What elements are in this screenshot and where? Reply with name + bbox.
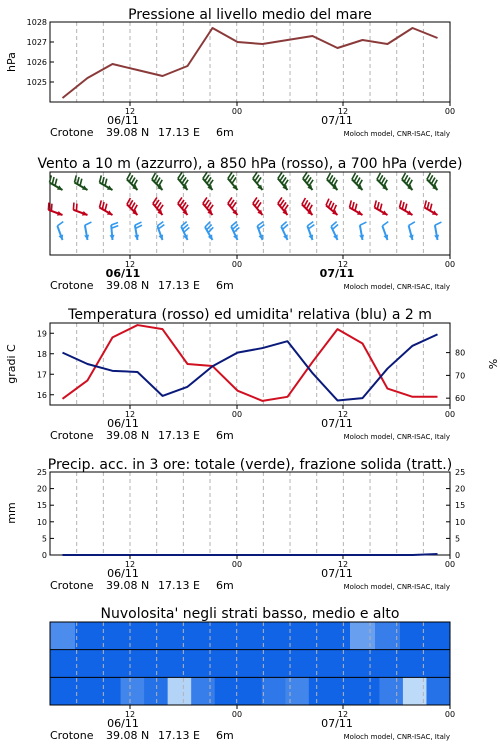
pressure-location-lat: 39.08 N: [106, 126, 150, 139]
cloud-cell-basso: [215, 677, 239, 705]
wind-barb-feather: [354, 175, 358, 181]
wind-barb-700hpa: [278, 172, 288, 190]
wind-barb-feather: [327, 173, 331, 179]
wind-xtick-label: 12: [337, 260, 349, 269]
precip-title: Precip. acc. in 3 ore: totale (verde), frazione solida (tratt.): [47, 457, 453, 473]
cloud-cell-medio: [350, 650, 376, 678]
precip-ytick-right-label: 25: [455, 468, 466, 477]
precip-ytick-label: 10: [36, 517, 47, 527]
temp-ytick-right-label: 80: [455, 348, 466, 358]
wind-barb-feather: [402, 173, 406, 179]
wind-barb-feather: [409, 222, 415, 226]
wind-barb-feather: [111, 226, 118, 229]
temp-ytick-label: 16: [36, 390, 47, 400]
cloud-cell-alto: [175, 622, 201, 650]
wind-barb-10m: [57, 222, 63, 240]
wind-barb-850hpa: [73, 203, 87, 216]
precip-frame: [50, 472, 450, 555]
temperature-line: [63, 325, 438, 401]
cloud-date-label: 06/11: [107, 717, 139, 730]
wind-barb-10m: [307, 222, 314, 240]
cloud-cell-basso: [191, 677, 215, 705]
wind-barb-10m: [409, 222, 415, 240]
wind-barb-10m: [181, 222, 189, 240]
cloud-credit: Moloch model, CNR-ISAC, Italy: [343, 733, 450, 741]
wind-barb-feather: [48, 203, 49, 210]
wind-barb-feather: [379, 175, 383, 181]
wind-barb-feather: [77, 177, 79, 184]
wind-barb-850hpa: [203, 197, 213, 215]
cloud-cell-basso: [238, 677, 262, 705]
wind-barb-feather: [380, 204, 382, 211]
wind-barb-700hpa: [50, 175, 63, 190]
precip-credit: Moloch model, CNR-ISAC, Italy: [343, 583, 450, 591]
precip-ytick-label: 20: [36, 484, 47, 494]
precip-ytick-right-label: 5: [455, 534, 461, 544]
wind-credit: Moloch model, CNR-ISAC, Italy: [343, 283, 450, 291]
temp-xtick-label: 12: [337, 410, 349, 419]
wind-xtick-label: 00: [444, 260, 456, 269]
cloud-title: Nuvolosita' negli strati basso, medio e alto: [100, 606, 400, 622]
cloud-cell-basso: [168, 677, 192, 705]
wind-barb-feather: [400, 200, 402, 207]
wind-barb-850hpa: [326, 199, 337, 215]
wind-barb-feather: [435, 222, 442, 225]
wind-barb-10m: [205, 222, 213, 240]
wind-barb-feather: [405, 204, 407, 211]
wind-location-name: Crotone: [50, 279, 94, 292]
wind-barb-10m: [434, 222, 441, 240]
wind-barb-700hpa: [303, 172, 313, 190]
wind-location-alt: 6m: [216, 279, 234, 292]
wind-barb-feather: [135, 225, 142, 228]
wind-barb-850hpa: [425, 200, 438, 215]
wind-barb-700hpa: [203, 172, 213, 190]
cloud-cell-medio: [75, 650, 101, 678]
pressure-location-lon: 17.13 E: [158, 126, 200, 139]
temp-location-lat: 39.08 N: [106, 429, 150, 442]
wind-barb-feather: [100, 175, 102, 182]
wind-barb-feather: [304, 200, 308, 206]
temp-location-name: Crotone: [50, 429, 94, 442]
cloud-cell-alto: [125, 622, 151, 650]
cloud-cell-medio: [150, 650, 176, 678]
wind-barb-feather: [306, 203, 310, 209]
wind-barb-700hpa: [327, 173, 338, 190]
temp-location-alt: 6m: [216, 429, 234, 442]
wind-date-label: 07/11: [319, 267, 355, 280]
wind-xtick-label: 12: [124, 260, 136, 269]
cloud-cell-basso: [144, 677, 168, 705]
temp-xtick-label: 00: [231, 410, 243, 419]
wind-title: Vento a 10 m (azzurro), a 850 hPa (rosso), a 700 hPa (verde): [37, 156, 463, 172]
pressure-frame: [50, 22, 450, 102]
wind-barb-850hpa: [302, 198, 313, 215]
wind-barb-feather: [105, 204, 107, 211]
pressure-date-label: 07/11: [321, 114, 353, 127]
wind-barb-feather: [76, 204, 77, 211]
wind-barb-700hpa: [253, 172, 263, 190]
wind-barb-feather: [375, 200, 377, 207]
wind-barb-10m: [84, 222, 91, 240]
precip-ytick-label: 25: [36, 468, 47, 477]
temp-location-lon: 17.13 E: [158, 429, 200, 442]
precip-date-label: 07/11: [321, 567, 353, 580]
pressure-line: [63, 28, 438, 98]
wind-barb-10m: [231, 222, 239, 240]
cloud-cell-medio: [200, 650, 226, 678]
cloud-cell-medio: [275, 650, 301, 678]
wind-barb-feather: [80, 179, 82, 186]
precip-ylabel: mm: [5, 502, 18, 524]
temp-ytick-label: 18: [36, 349, 47, 359]
cloud-cell-basso: [285, 677, 309, 705]
wind-barb-700hpa: [178, 172, 188, 190]
cloud-cell-medio: [50, 650, 76, 678]
wind-barb-850hpa: [48, 203, 62, 216]
wind-location-lon: 17.13 E: [158, 279, 200, 292]
temp-ytick-right-label: 60: [455, 394, 466, 404]
precip-ytick-right-label: 15: [455, 501, 466, 511]
wind-barb-feather: [352, 173, 356, 179]
cloud-location-alt: 6m: [216, 729, 234, 742]
temp-credit: Moloch model, CNR-ISAC, Italy: [343, 433, 450, 441]
cloud-cell-alto: [400, 622, 426, 650]
cloud-cell-basso: [309, 677, 333, 705]
cloud-cell-alto: [350, 622, 376, 650]
wind-barb-feather: [331, 203, 334, 210]
wind-barb-700hpa: [152, 173, 163, 190]
pressure-ytick-label: 1028: [26, 18, 47, 27]
cloud-cell-medio: [400, 650, 426, 678]
precip-xtick-label: 00: [444, 560, 456, 569]
wind-barb-700hpa: [377, 173, 388, 190]
wind-barb-feather: [429, 175, 433, 181]
pressure-xtick-label: 00: [231, 107, 243, 116]
cloud-cell-basso: [356, 677, 380, 705]
cloud-cell-medio: [225, 650, 251, 678]
wind-barb-700hpa: [427, 173, 438, 190]
precip-ytick-right-label: 20: [455, 484, 466, 494]
wind-barb-feather: [111, 222, 118, 225]
cloud-cell-alto: [150, 622, 176, 650]
wind-barb-850hpa: [400, 200, 413, 215]
cloud-location-lon: 17.13 E: [158, 729, 200, 742]
temp-frame: [50, 323, 450, 405]
pressure-location-name: Crotone: [50, 126, 94, 139]
wind-barb-10m: [134, 222, 142, 240]
pressure-date-label: 06/11: [107, 114, 139, 127]
cloud-cell-medio: [325, 650, 351, 678]
cloud-date-label: 07/11: [321, 717, 353, 730]
wind-barb-10m: [359, 222, 366, 240]
wind-barb-feather: [102, 177, 104, 184]
temp-xtick-label: 00: [444, 410, 456, 419]
wind-barb-feather: [425, 200, 427, 207]
precip-location-lon: 17.13 E: [158, 579, 200, 592]
cloud-location-name: Crotone: [50, 729, 94, 742]
wind-barb-850hpa: [100, 200, 113, 215]
temp-ytick-label: 17: [36, 370, 47, 380]
wind-barb-850hpa: [127, 198, 138, 215]
wind-barb-feather: [430, 204, 432, 211]
wind-barb-850hpa: [350, 200, 363, 215]
wind-barb-feather: [427, 202, 429, 209]
wind-barb-feather: [127, 173, 131, 179]
cloud-xtick-label: 00: [444, 710, 456, 719]
wind-barb-850hpa: [228, 197, 238, 215]
cloud-cell-medio: [425, 650, 451, 678]
pressure-ytick-label: 1026: [26, 58, 47, 67]
wind-barb-feather: [360, 222, 367, 225]
wind-barb-feather: [51, 204, 52, 211]
cloud-cell-basso: [97, 677, 121, 705]
precip-xtick-label: 00: [231, 560, 243, 569]
precip-ytick-right-label: 10: [455, 517, 466, 527]
wind-date-label: 06/11: [105, 267, 141, 280]
wind-barb-850hpa: [278, 197, 288, 215]
cloud-cell-alto: [225, 622, 251, 650]
pressure-credit: Moloch model, CNR-ISAC, Italy: [343, 130, 450, 138]
cloud-cell-basso: [379, 677, 403, 705]
wind-barb-feather: [105, 179, 107, 186]
wind-barb-700hpa: [352, 173, 363, 190]
pressure-xtick-label: 12: [124, 107, 136, 116]
wind-barb-feather: [85, 222, 92, 225]
wind-barb-feather: [326, 199, 329, 206]
cloud-xtick-label: 12: [337, 710, 349, 719]
precip-ytick-label: 0: [41, 551, 47, 560]
cloud-cell-alto: [50, 622, 76, 650]
wind-barb-feather: [100, 200, 102, 207]
wind-barb-feather: [381, 178, 385, 184]
wind-barb-arrowhead: [110, 235, 115, 240]
wind-barb-feather: [431, 178, 435, 184]
precip-location-name: Crotone: [50, 579, 94, 592]
wind-barb-feather: [377, 173, 381, 179]
precip-location-alt: 6m: [216, 579, 234, 592]
wind-barb-700hpa: [228, 172, 238, 190]
precip-location-lat: 39.08 N: [106, 579, 150, 592]
wind-barb-feather: [52, 177, 54, 184]
cloud-cell-basso: [426, 677, 450, 705]
precip-xtick-label: 12: [337, 560, 349, 569]
precip-ytick-right-label: 0: [455, 551, 461, 560]
wind-barb-feather: [404, 175, 408, 181]
rh-ylabel: %: [486, 358, 499, 370]
cloud-cell-basso: [262, 677, 286, 705]
humidity-line: [63, 334, 438, 400]
wind-barb-feather: [57, 222, 63, 226]
wind-barb-feather: [135, 222, 142, 225]
wind-barb-feather: [406, 178, 410, 184]
pressure-ytick-label: 1025: [26, 78, 47, 87]
wind-barb-feather: [55, 179, 57, 186]
wind-barb-feather: [350, 200, 352, 207]
cloud-cell-alto: [75, 622, 101, 650]
pressure-location-alt: 6m: [216, 126, 234, 139]
cloud-cell-medio: [250, 650, 276, 678]
wind-barb-feather: [131, 203, 135, 209]
temp-ytick-right-label: 70: [455, 371, 466, 381]
wind-barb-10m: [331, 222, 338, 240]
cloud-cell-medio: [300, 650, 326, 678]
wind-barb-feather: [131, 178, 135, 184]
precip-xtick-label: 12: [124, 560, 136, 569]
cloud-cell-alto: [300, 622, 326, 650]
wind-barb-700hpa: [402, 173, 413, 190]
wind-barb-feather: [352, 202, 354, 209]
pressure-ytick-label: 1027: [26, 38, 47, 47]
temp-date-label: 07/11: [321, 417, 353, 430]
temp-date-label: 06/11: [107, 417, 139, 430]
cloud-cell-alto: [275, 622, 301, 650]
precip-ytick-label: 15: [36, 501, 47, 511]
wind-location-lat: 39.08 N: [106, 279, 150, 292]
wind-barb-850hpa: [253, 197, 263, 215]
wind-barb-10m: [110, 222, 119, 240]
wind-barb-10m: [281, 222, 288, 240]
temp-xtick-label: 12: [124, 410, 136, 419]
wind-barb-feather: [75, 175, 77, 182]
wind-barb-feather: [402, 202, 404, 209]
wind-barb-feather: [355, 204, 357, 211]
cloud-cell-medio: [125, 650, 151, 678]
wind-barb-feather: [329, 175, 333, 181]
cloud-xtick-label: 00: [231, 710, 243, 719]
precip-date-label: 06/11: [107, 567, 139, 580]
temp-ylabel: gradi C: [5, 344, 18, 384]
wind-barb-feather: [331, 178, 335, 184]
wind-barb-700hpa: [127, 173, 138, 190]
wind-barb-10m: [382, 222, 388, 240]
cloud-cell-basso: [121, 677, 145, 705]
cloud-cell-alto: [250, 622, 276, 650]
temp-ytick-label: 19: [36, 329, 47, 339]
wind-barb-850hpa: [178, 197, 188, 215]
cloud-cell-basso: [50, 677, 74, 705]
wind-xtick-label: 00: [231, 260, 243, 269]
wind-barb-850hpa: [375, 200, 388, 215]
precip-line: [63, 554, 438, 555]
wind-barb-850hpa: [153, 197, 163, 215]
cloud-xtick-label: 12: [124, 710, 136, 719]
pressure-xtick-label: 12: [337, 107, 349, 116]
wind-barb-feather: [129, 175, 133, 181]
cloud-location-lat: 39.08 N: [106, 729, 150, 742]
wind-barb-feather: [356, 178, 360, 184]
wind-barb-700hpa: [100, 175, 113, 190]
cloud-cell-alto: [425, 622, 451, 650]
pressure-ylabel: hPa: [5, 52, 18, 72]
wind-barb-feather: [382, 222, 388, 226]
wind-barb-feather: [328, 201, 331, 208]
wind-barb-feather: [427, 173, 431, 179]
wind-barb-feather: [302, 198, 306, 204]
wind-barb-10m: [157, 222, 164, 240]
precip-ytick-label: 5: [41, 534, 47, 544]
temp-title: Temperatura (rosso) ed umidita' relativa (blu) a 2 m: [68, 307, 432, 323]
cloud-cell-medio: [175, 650, 201, 678]
cloud-cell-alto: [200, 622, 226, 650]
wind-barb-feather: [73, 203, 74, 210]
pressure-xtick-label: 00: [444, 107, 456, 116]
cloud-cell-alto: [325, 622, 351, 650]
wind-barb-feather: [377, 202, 379, 209]
wind-barb-feather: [152, 173, 156, 179]
pressure-title: Pressione al livello medio del mare: [128, 7, 372, 23]
cloud-cell-basso: [332, 677, 356, 705]
